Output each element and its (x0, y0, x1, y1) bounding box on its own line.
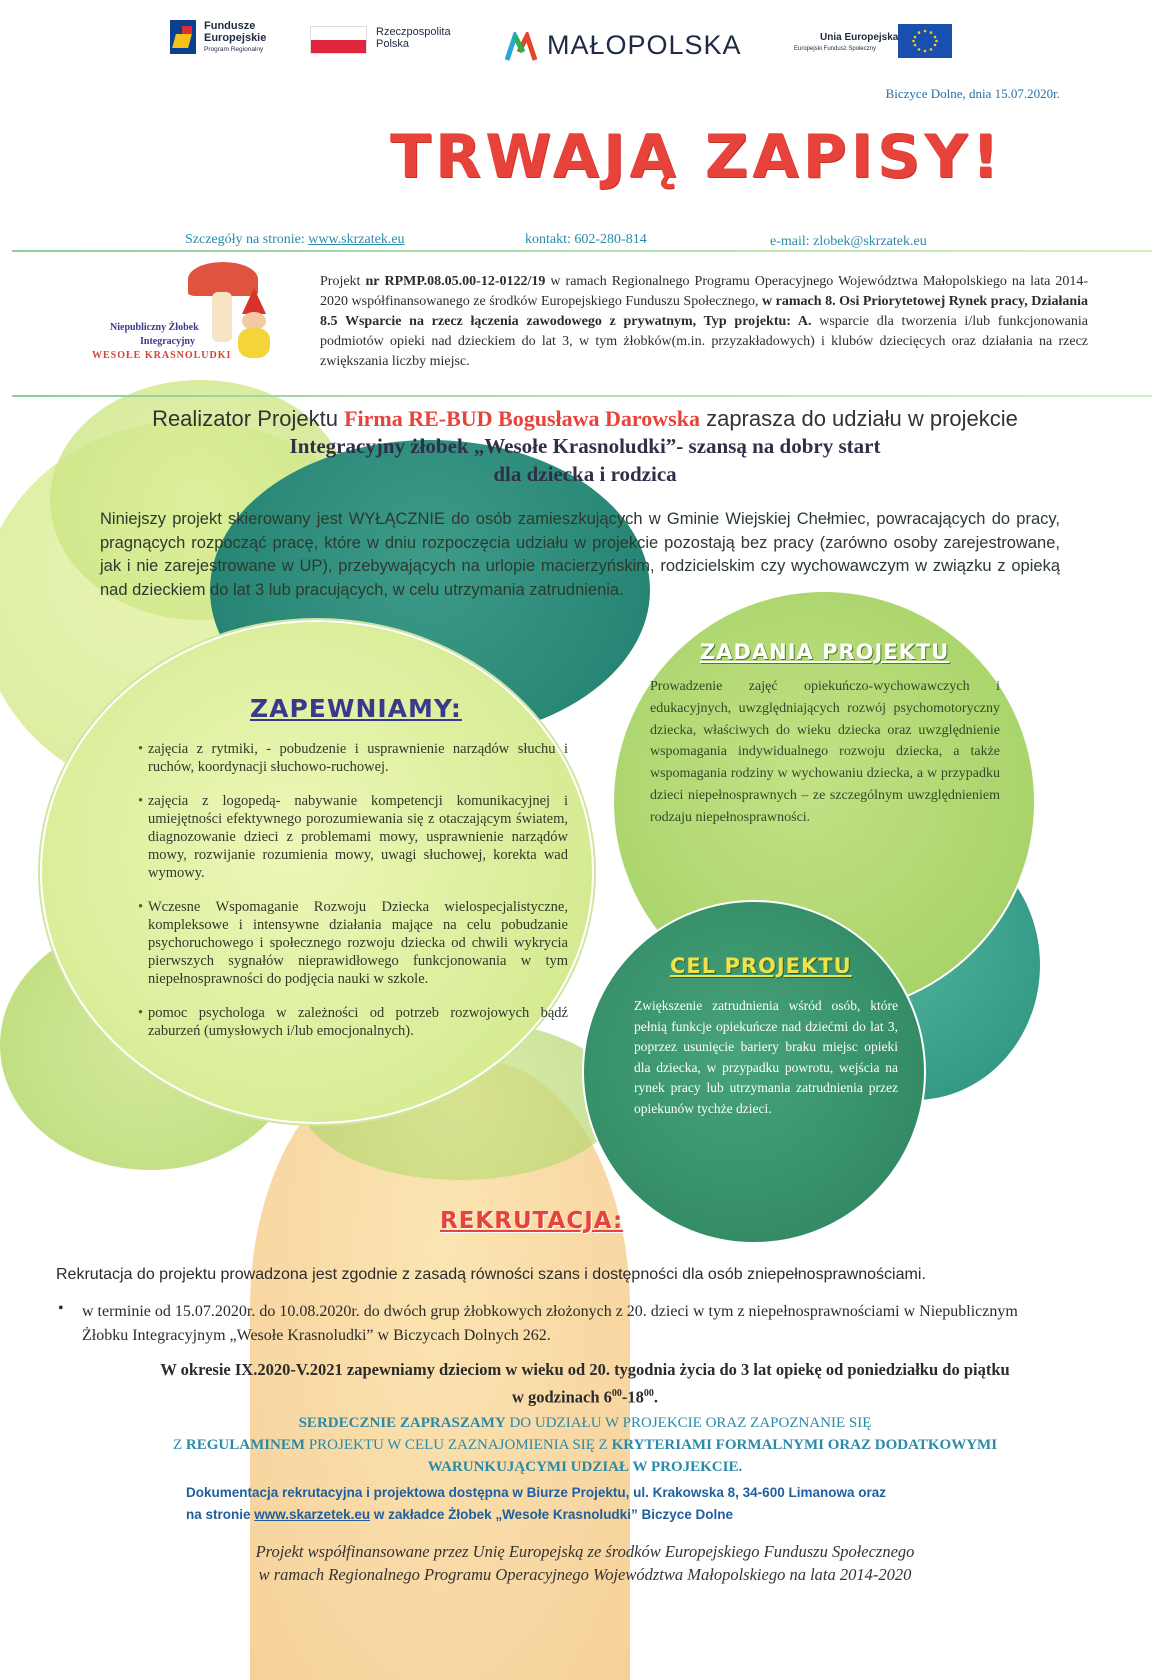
list-item: • pomoc psychologa w zależności od potrzeb rozwojowych bądź zaburzeń (umysłowych i/lub emocjonalnych). (138, 1004, 568, 1040)
fundusze-icon (170, 20, 196, 54)
nursery-logo-line1: Niepubliczny Żłobek (110, 322, 199, 333)
invitation-line: Realizator Projektu Firma RE-BUD Bogusława Darowska zaprasza do udziału w projekcie (152, 406, 1018, 431)
period-text (40, 1358, 1130, 1410)
docs-block (186, 1482, 1126, 1526)
mushroom-stem (212, 292, 232, 342)
nursery-logo (92, 262, 300, 382)
eu-flag-icon (898, 24, 952, 58)
logo-eu (780, 24, 960, 64)
invite-line3: WARUNKUJĄCYMI UDZIAŁ W PROJEKCIE. (427, 1459, 743, 1475)
bullet-icon: • (58, 1300, 64, 1317)
rekrutacja-bullet (56, 1300, 1066, 1348)
gnome-icon (232, 288, 272, 358)
logo-poland (310, 26, 470, 56)
docs-line2: na stronie www.skarzetek.eu w zakładce Żłobek „Wesołe Krasnoludki” Biczyce Dolne (186, 1507, 733, 1522)
zapewniamy-list (138, 740, 568, 1056)
cel-title: CEL PROJEKTU (670, 954, 852, 978)
site-link[interactable]: www.skrzatek.eu (308, 232, 405, 247)
malopolska-label: MAŁOPOLSKA (547, 30, 742, 60)
zadania-text: Prowadzenie zajęć opiekuńczo-wychowawczych i edukacyjnych, uwzględniających rozwój psychomotoryczny dziecka, właściwych do wieku dziecka oraz uwzględnienie wspomagania indywidualnego rozwoju dziecka, a także wspomagania rodziny w wychowaniu dziecka, a w przypadku dzieci niepełnosprawnych – ze szczególnym uwzględnieniem rodzaju niepełnosprawności. (650, 679, 1000, 825)
nursery-logo-line3: WESOŁE KRASNOLUDKI (92, 350, 232, 361)
list-item: • Wczesne Wspomaganie Rozwoju Dziecka wielospecjalistyczne, kompleksowe i intensywne działania mające na celu pobudzanie psychoruchowego i społecznego rozwoju dziecka od chwili wykrycia pierwszych sygnałów nieprawidłowego funkcjonowania w tym niepełnosprawności do podjęcia nauki w szkole. (138, 898, 568, 988)
rekrutacja-title: REKRUTACJA: (440, 1208, 624, 1234)
logo-fundusze (170, 20, 300, 60)
eu-title: Unia Europejska (820, 32, 899, 43)
poland-label: Rzeczpospolita Polska (376, 26, 451, 50)
contact-phone: kontakt: 602-280-814 (525, 232, 647, 247)
project-title-2: dla dziecka i rodzica (493, 462, 677, 486)
target-paragraph: Niniejszy projekt skierowany jest WYŁĄCZNIE do osób zamieszkujących w Gminie Wiejskiej Chełmiec, powracających do pracy, pragnących rozpocząć pracę, które w dniu rozpoczęcia udziału w projekcie pozostają bez pracy (zarówno osoby zarejestrowane, jak i nie zarejestrowane w UP), przebywających na urlopie macierzyńskim, rodzicielskim czy wychowawczym w związku z opieką nad dzieckiem do lat 3 lub pracujących, w celu utrzymania zatrudnienia. (100, 510, 1060, 599)
malopolska-icon (505, 32, 543, 62)
docs-link[interactable]: www.skarzetek.eu (254, 1507, 371, 1522)
period-line2: w godzinach $6^{00}-18^{00}$. (511, 1387, 659, 1407)
logo-malopolska (505, 30, 775, 66)
poland-flag-icon (310, 26, 367, 54)
invite-line1: SERDECZNIE ZAPRASZAMY DO UDZIAŁU W PROJEKCIE ORAZ ZAPOZNANIE SIĘ (298, 1415, 872, 1431)
fundusze-title: Fundusze Europejskie (204, 20, 267, 44)
divider-mid (12, 395, 1152, 397)
date-line: Biczyce Dolne, dnia 15.07.2020r. (885, 86, 1060, 101)
company-name: Firma RE-BUD Bogusława Darowska (344, 406, 700, 431)
contact-email: e-mail: zlobek@skrzatek.eu (770, 234, 927, 249)
project-title-1: Integracyjny żłobek „Wesołe Krasnoludki”- szansą na dobry start (289, 434, 881, 458)
footer-line2: w ramach Regionalnego Programu Operacyjnego Województwa Małopolskiego na lata 2014-2020 (258, 1565, 912, 1584)
footer (150, 1540, 1020, 1586)
fundusze-subtitle: Program Regionalny (204, 46, 264, 53)
nursery-logo-line2: Integracyjny (140, 336, 195, 347)
eu-subtitle: Europejski Fundusz Społeczny (794, 46, 877, 52)
zapewniamy-title: ZAPEWNIAMY: (250, 694, 462, 723)
zadania-title: ZADANIA PROJEKTU (700, 640, 950, 664)
project-intro: Projekt nr RPMP.08.05.00-12-0122/19 w ramach Regionalnego Programu Operacyjnego Województwa Małopolskiego na lata 2014-2020 współfinansowanego ze środków Europejskiego Funduszu Społecznego, w ramach 8. Osi Priorytetowej Rynek pracy, Działania 8.5 Wsparcie na rzecz łączenia zawodowego z prywatnym, Typ projektu: A. wsparcie dla tworzenia i/lub funkcjonowania podmiotów opieki nad dzieckiem do lat 3, w tym żłobków(m.in. przyzakładowych) i klubów dziecięcych oraz działania na rzecz zwiększania liczby miejsc. (320, 274, 1089, 369)
footer-line1: Projekt współfinansowane przez Unię Europejską ze środków Europejskiego Funduszu Społecznego (255, 1542, 915, 1561)
list-item: • zajęcia z rytmiki, - pobudzenie i usprawnienie narządów słuchu i ruchów, koordynacji słuchowo-ruchowej. (138, 740, 568, 776)
invite-line2: Z REGULAMINEM PROJEKTU W CELU ZAZNAJOMIENIA SIĘ Z KRYTERIAMI FORMALNYMI ORAZ DODATKOWYMI (172, 1437, 998, 1453)
rekrutacja-text: Rekrutacja do projektu prowadzona jest zgodnie z zasadą równości szans i dostępności dla osób zniepełnosprawnościami. (56, 1266, 926, 1283)
list-item: • zajęcia z logopedą- nabywanie kompetencji komunikacyjnej i umiejętności efektywnego porozumiewania się z otaczającym światem, diagnozowanie dzieci z problemami mowy, usprawnienie narządów mowy, rozwijanie rozumienia mowy, uwagi słuchowej, korekta wad wymowy. (138, 792, 568, 882)
site-label: Szczegóły na stronie: (185, 232, 305, 247)
invite-block (40, 1412, 1130, 1478)
docs-line1: Dokumentacja rekrutacyjna i projektowa dostępna w Biurze Projektu, ul. Krakowska 8, 34-600 Limanowa oraz (186, 1485, 886, 1500)
period-line1: W okresie IX.2020-V.2021 zapewniamy dzieciom w wieku od 20. tygodnia życia do 3 lat opiekę od poniedziałku do piątku (160, 1360, 1010, 1379)
rekrutacja-bullet-text: w terminie od 15.07.2020r. do 10.08.2020r. do dwóch grup żłobkowych złożonych z 20. dzieci w tym z niepełnosprawnościami w Niepublicznym Żłobku Integracyjnym „Wesołe Krasnoludki” w Biczycach Dolnych 262. (82, 1303, 1018, 1344)
divider-top (12, 250, 1152, 252)
headline: TRWAJĄ ZAPISY! (390, 122, 1003, 192)
cel-text: Zwiększenie zatrudnienia wśród osób, które pełnią funkcje opiekuńcze nad dziećmi do lat 3, poprzez usunięcie bariery braku miejsc opieki dla dziecka, w przypadku powrotu, wejścia na rynek pracy lub utrzymania zatrudnienia przez opiekunów tychże dzieci. (634, 998, 898, 1116)
